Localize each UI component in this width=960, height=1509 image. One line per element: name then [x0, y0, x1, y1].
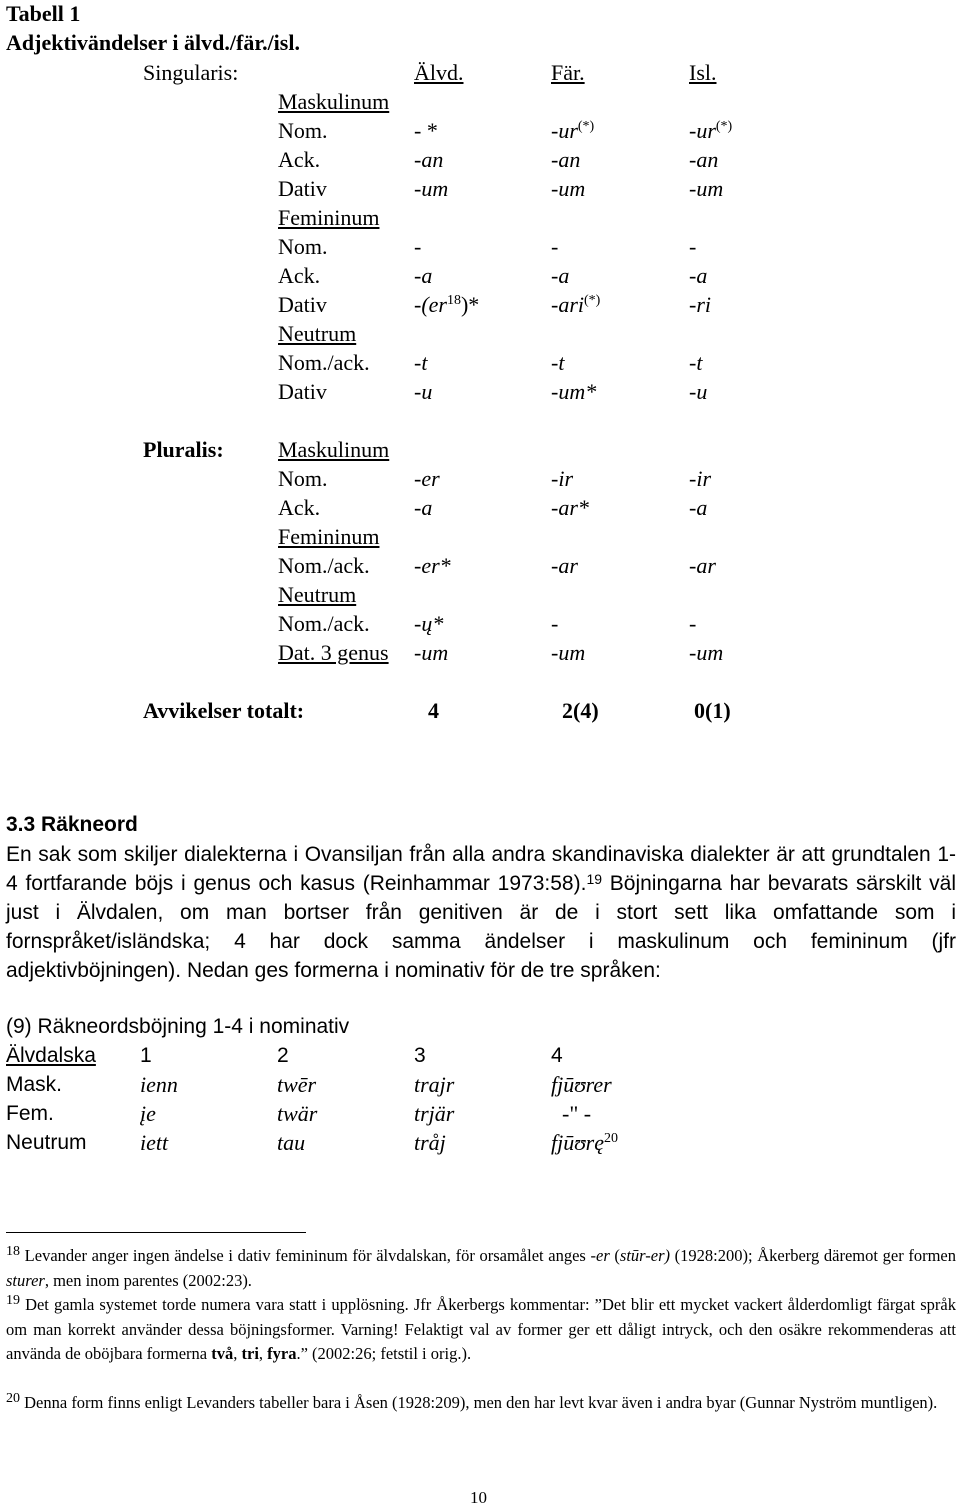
- numeral-cell: fjūʊrę$^{20}$: [551, 1130, 618, 1155]
- sg-row-label: Nom.: [278, 118, 328, 143]
- page-number: 10: [470, 1488, 487, 1507]
- sg-cell: -an: [689, 147, 719, 172]
- numeral-cell: trajr: [414, 1072, 455, 1097]
- sg-row-label: Neutrum: [278, 321, 357, 346]
- pl-cell: -: [689, 611, 697, 636]
- sup-star: (*): [584, 293, 601, 308]
- table-subtitle: Adjektivändelser i älvd./fär./isl.: [6, 30, 300, 55]
- pl-cell: -ir: [551, 466, 573, 491]
- pl-row-label: Neutrum: [278, 582, 357, 607]
- sg-row-label: Ack.: [278, 263, 321, 288]
- sg-cell: -an: [551, 147, 581, 172]
- pl-cell: -um: [414, 640, 449, 665]
- avvikelser-value: 0(1): [694, 698, 731, 723]
- sg-cell: -um: [689, 176, 724, 201]
- sup-star: (*): [715, 119, 733, 134]
- pl-cell: -a: [414, 495, 433, 520]
- avvikelser-label: Avvikelser totalt:: [143, 698, 305, 723]
- pl-row-label: Femininum: [278, 524, 380, 549]
- singularis-label: Singularis:: [143, 60, 239, 85]
- section-heading: 3.3 Räkneord: [6, 813, 138, 836]
- numeral-cell: ienn: [140, 1072, 178, 1097]
- sg-cell: -um: [551, 176, 586, 201]
- numeral-cell: -" -: [562, 1101, 592, 1126]
- footnote-ref-20: 20: [604, 1131, 618, 1146]
- pl-cell: -um: [551, 640, 586, 665]
- numeral-cell: trjär: [414, 1101, 455, 1126]
- numeral-cell: twär: [277, 1101, 318, 1126]
- sup-star: (*): [577, 119, 595, 134]
- numeral-header-label: Älvdalska: [6, 1044, 96, 1067]
- sg-cell: -: [689, 234, 697, 259]
- sg-cell: - *: [414, 118, 438, 143]
- pl-cell: -um: [689, 640, 724, 665]
- numeral-cell: twēr: [277, 1072, 317, 1097]
- footnote-20: $^{20}$ Denna form finns enligt Levanders tabeller bara i Åsen (1928:209), men den har levt kvar även i andra byar (Gunnar Nyström muntligen).: [6, 1391, 938, 1412]
- col-header-far: Fär.: [551, 60, 585, 85]
- col-header-alvd: Älvd.: [414, 60, 464, 85]
- sg-row-label: Dativ: [278, 176, 327, 201]
- sg-row-label: Nom./ack.: [278, 350, 370, 375]
- col-header-isl: Isl.: [689, 60, 717, 85]
- pl-cell: -ir: [689, 466, 711, 491]
- sg-cell: -an: [414, 147, 444, 172]
- sg-cell: -: [551, 234, 559, 259]
- sg-row-label: Maskulinum: [278, 89, 390, 114]
- pl-cell: -a: [689, 495, 708, 520]
- avvikelser-value: 4: [428, 698, 439, 723]
- pl-cell: -ar: [689, 553, 716, 578]
- pl-cell: -ar: [551, 553, 578, 578]
- sg-row-label: Dativ: [278, 379, 327, 404]
- sg-cell: -um*: [551, 379, 597, 404]
- pl-cell: -ų*: [414, 611, 444, 636]
- sg-cell: -a: [689, 263, 708, 288]
- sg-row-label: Femininum: [278, 205, 380, 230]
- sg-cell: $-(er^{18})*$: [414, 292, 480, 317]
- pl-row-label: Nom./ack.: [278, 553, 370, 578]
- pl-cell: -er: [414, 466, 440, 491]
- footnote-ref-19: 19: [586, 871, 603, 887]
- numeral-header: 1: [140, 1044, 152, 1067]
- sg-cell: -um: [414, 176, 449, 201]
- numeral-row-label: Neutrum: [6, 1131, 87, 1154]
- sg-cell: -ur(*): [551, 118, 595, 143]
- pl-row-label: Ack.: [278, 495, 321, 520]
- pl-row-label: Nom.: [278, 466, 328, 491]
- pl-row-label: Maskulinum: [278, 437, 390, 462]
- numeral-cell: įe: [140, 1101, 156, 1126]
- numeral-row-label: Mask.: [6, 1073, 63, 1096]
- sg-cell: -a: [551, 263, 570, 288]
- body-paragraph: En sak som skiljer dialekterna i Ovansiljan från alla andra skandinaviska dialekter är att grundtalen 1-4 fortfarande böjs i genus och kasus (Reinhammar 1973:58).$^{19}$ Böjningarna har bevarats särskilt väl just i Älvdalen, om man bortser från genitiven är de i stort sett lika omfattande som i fornspråket/isländska; 4 har dock samma ändelser i maskulinum och femininum (jfr adjektivböjningen). Nedan ges formerna i nominativ för de tre språken:: [6, 843, 957, 982]
- footnote-19: $^{19}$ Det gamla systemet torde numera vara statt i upplösning. Jfr Åkerbergs kommentar: ”Det blir ett mycket vackert ålderdomligt färgat språk om man korrekt använder dessa böjningsformer. Varning! Felaktigt val av former ger ett dåligt intryck, och den osäkre rekommenderas att använda de oböjbara formerna två, tri, fyra.” (2002:26; fetstil i orig.).: [6, 1293, 956, 1363]
- sg-cell: -ri: [689, 292, 711, 317]
- numeral-header: 3: [414, 1044, 426, 1067]
- numeral-header: 4: [551, 1044, 563, 1067]
- sg-cell: -a: [414, 263, 433, 288]
- numeral-cell: iett: [140, 1130, 169, 1155]
- footnote-ref-18: 18: [446, 293, 461, 308]
- pl-cell: -: [551, 611, 559, 636]
- footnote-18: $^{18}$ Levander anger ingen ändelse i dativ femininum för älvdalskan, för orsamålet anges -er (stūr-er) (1928:200); Åkerberg däremot ger formen sturer, men inom parentes (2002:23).: [6, 1244, 957, 1290]
- numeral-row-label: Fem.: [6, 1102, 54, 1125]
- sg-cell: -t: [414, 350, 428, 375]
- pl-row-label: Nom./ack.: [278, 611, 370, 636]
- pl-cell: -er*: [414, 553, 451, 578]
- table-title: Tabell 1: [6, 1, 81, 26]
- pluralis-label: Pluralis:: [143, 437, 224, 462]
- sg-cell: -: [414, 234, 422, 259]
- sg-row-label: Ack.: [278, 147, 321, 172]
- numeral-cell: tau: [277, 1130, 306, 1155]
- sg-row-label: Nom.: [278, 234, 328, 259]
- numeral-header: 2: [277, 1044, 289, 1067]
- sg-cell: -t: [689, 350, 703, 375]
- sg-cell: -u: [414, 379, 433, 404]
- sg-cell: -ur(*): [689, 118, 733, 143]
- pl-cell: -ar*: [551, 495, 589, 520]
- sg-row-label: Dativ: [278, 292, 327, 317]
- sg-cell: -u: [689, 379, 708, 404]
- sg-cell: -t: [551, 350, 565, 375]
- example-title: (9) Räkneordsböjning 1-4 i nominativ: [6, 1015, 350, 1038]
- sg-cell: -ari(*): [551, 292, 601, 317]
- avvikelser-value: 2(4): [562, 698, 599, 723]
- pl-row-label: Dat. 3 genus: [278, 640, 389, 665]
- numeral-cell: fjūʊrer: [551, 1072, 612, 1097]
- numeral-cell: tråj: [414, 1130, 446, 1155]
- footnote-rule: [6, 1232, 306, 1233]
